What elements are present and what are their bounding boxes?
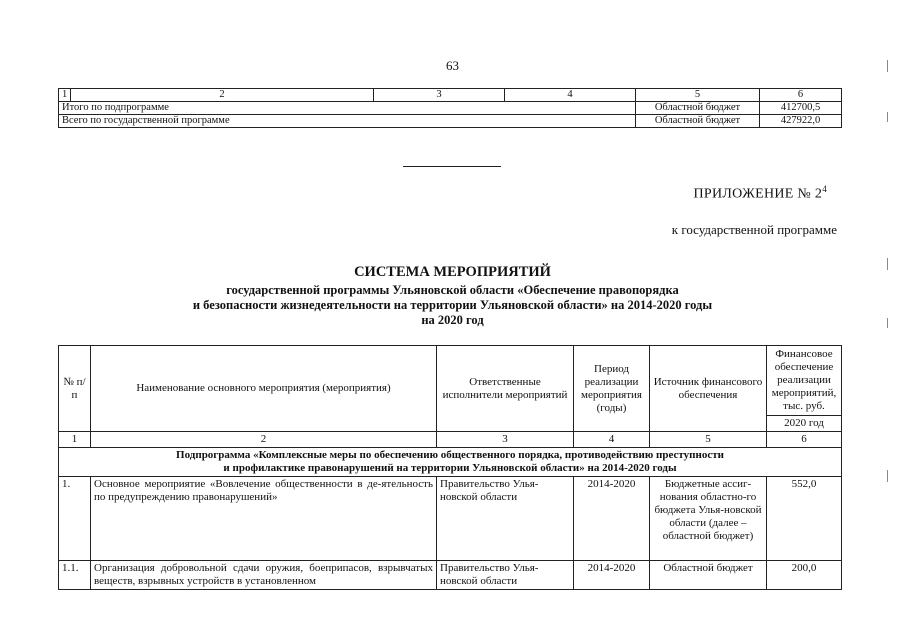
appendix-title-sup: 4 xyxy=(822,184,827,194)
col-number-5: 5 xyxy=(650,432,767,448)
col-number-3: 3 xyxy=(437,432,574,448)
col-number-6: 6 xyxy=(760,89,842,102)
subprogram-title xyxy=(59,448,842,477)
column-numbers-row xyxy=(59,432,842,448)
header-year: 2020 год xyxy=(767,415,842,431)
row-responsible: Правительство Улья-новской области xyxy=(437,477,574,561)
summary-row-amount: 412700,5 xyxy=(760,102,842,115)
scan-mark xyxy=(887,60,888,72)
header-num: № п/п xyxy=(59,346,91,432)
row-name: Организация добровольной сдачи оружия, боеприпасов, взрывчатых веществ, взрывных устройств в установленном xyxy=(91,561,437,590)
row-source: Бюджетные ассиг-нования областно-го бюджета Улья-новской области (далее – областной бюджет) xyxy=(650,477,767,561)
subprogram-line-2: и профилактике правонарушений на территории Ульяновской области» на 2014-2020 годы xyxy=(223,462,677,474)
subtitle-line-3: на 2020 год xyxy=(421,313,484,327)
appendix-title xyxy=(693,184,827,203)
col-number-2: 2 xyxy=(71,89,374,102)
table-row xyxy=(59,477,842,561)
subprogram-row xyxy=(59,448,842,477)
col-number-4: 4 xyxy=(505,89,636,102)
subtitle-line-1: государственной программы Ульяновской области «Обеспечение правопорядка xyxy=(226,283,679,297)
scan-mark xyxy=(887,112,888,122)
row-number: 1. xyxy=(59,477,91,561)
row-source: Областной бюджет xyxy=(650,561,767,590)
table-row xyxy=(59,561,842,590)
subprogram-line-1: Подпрограмма «Комплексные меры по обеспечению общественного порядка, противодействию преступности xyxy=(176,449,724,461)
row-amount: 552,0 xyxy=(767,477,842,561)
summary-table xyxy=(58,88,842,128)
separator-line xyxy=(403,166,501,167)
header-name: Наименование основного мероприятия (мероприятия) xyxy=(91,346,437,432)
header-row xyxy=(59,346,842,416)
appendix-title-text: ПРИЛОЖЕНИЕ № 2 xyxy=(693,186,823,202)
col-number-2: 2 xyxy=(91,432,437,448)
col-number-3: 3 xyxy=(374,89,505,102)
summary-row-source: Областной бюджет xyxy=(636,102,760,115)
summary-row-label: Итого по подпрограмме xyxy=(59,102,636,115)
col-number-1: 1 xyxy=(59,89,71,102)
summary-row-program xyxy=(59,115,842,128)
row-amount: 200,0 xyxy=(767,561,842,590)
row-name: Основное мероприятие «Вовлечение общественности в де-ятельность по предупреждению правонарушений» xyxy=(91,477,437,561)
header-period: Период реализации мероприятия (годы) xyxy=(574,346,650,432)
header-source: Источник финансового обеспечения xyxy=(650,346,767,432)
subtitle-line-2: и безопасности жизнедеятельности на территории Ульяновской области» на 2014-2020 годы xyxy=(192,298,713,312)
header-responsible: Ответственные исполнители мероприятий xyxy=(437,346,574,432)
scan-mark xyxy=(887,258,888,270)
summary-row-label: Всего по государственной программе xyxy=(59,115,636,128)
col-number-6: 6 xyxy=(767,432,842,448)
row-number: 1.1. xyxy=(59,561,91,590)
summary-row-source: Областной бюджет xyxy=(636,115,760,128)
row-responsible: Правительство Улья-новской области xyxy=(437,561,574,590)
page-number: 63 xyxy=(446,58,459,73)
appendix-subtitle: к государственной программе xyxy=(671,222,837,237)
row-period: 2014-2020 xyxy=(574,561,650,590)
row-period: 2014-2020 xyxy=(574,477,650,561)
col-number-1: 1 xyxy=(59,432,91,448)
document-title: СИСТЕМА МЕРОПРИЯТИЙ xyxy=(354,264,551,280)
scan-mark xyxy=(887,470,888,482)
header-finance: Финансовое обеспечение реализации мероприятий, тыс. руб. xyxy=(767,346,842,416)
measures-table xyxy=(58,345,842,590)
scan-mark xyxy=(887,318,888,328)
summary-header-row xyxy=(59,89,842,102)
document-subtitle xyxy=(0,283,905,328)
col-number-5: 5 xyxy=(636,89,760,102)
summary-row-subprogram xyxy=(59,102,842,115)
col-number-4: 4 xyxy=(574,432,650,448)
summary-row-amount: 427922,0 xyxy=(760,115,842,128)
